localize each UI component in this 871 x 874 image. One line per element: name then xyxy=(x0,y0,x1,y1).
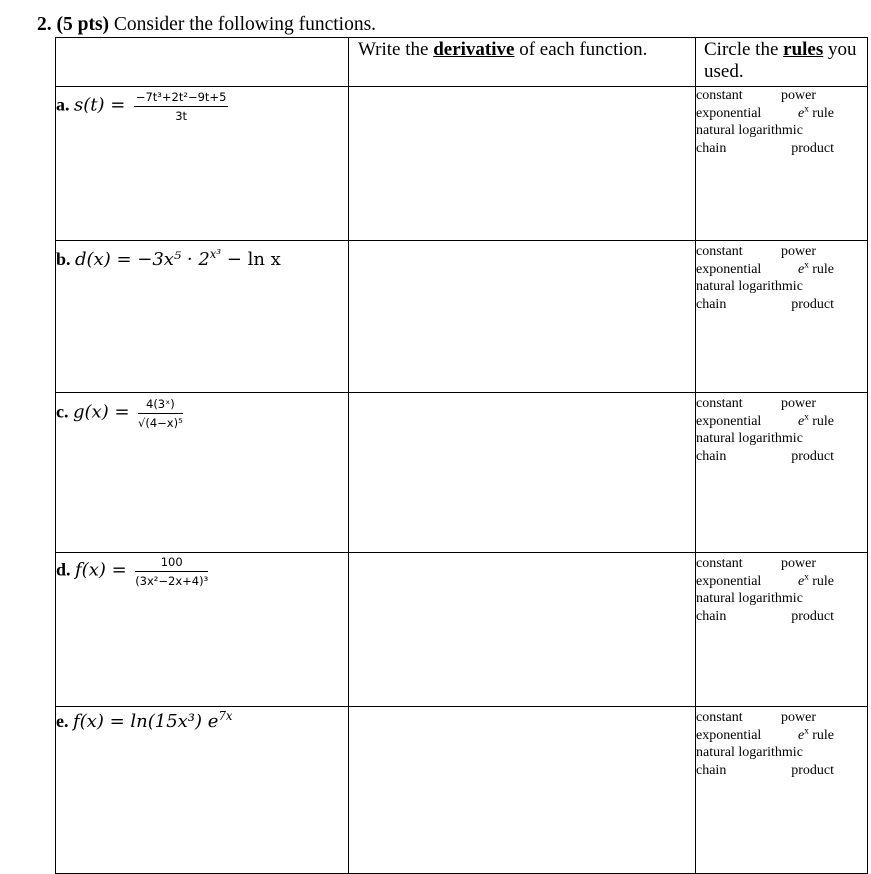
rule-constant[interactable]: constant xyxy=(696,710,743,725)
rule-power[interactable]: power xyxy=(781,88,816,103)
rules-cell xyxy=(696,553,868,707)
problem-label: d. xyxy=(56,559,71,580)
ex-sup: x xyxy=(804,258,809,269)
ex-sup: x xyxy=(804,410,809,421)
rule-exponential[interactable]: exponential xyxy=(696,573,762,589)
rule-exponential[interactable]: exponential xyxy=(696,105,762,121)
problem-row-d xyxy=(56,553,868,707)
ex-rule-label: rule xyxy=(808,105,834,121)
rule-ex[interactable] xyxy=(797,102,834,123)
question-title xyxy=(37,13,376,37)
rule-natural-log[interactable]: natural logarithmic xyxy=(696,123,803,138)
function-cell xyxy=(56,553,349,707)
ex-base: e xyxy=(797,261,805,277)
rule-chain[interactable]: chain xyxy=(696,448,727,464)
denominator: √(4−x)⁵ xyxy=(138,416,183,430)
ex-rule-label: rule xyxy=(808,413,834,429)
ex-rule-label: rule xyxy=(808,573,834,589)
function-lhs: f(x) = ln(15x³) e xyxy=(73,711,219,732)
function-cell xyxy=(56,241,349,393)
rule-constant[interactable]: constant xyxy=(696,396,743,411)
question-points: (5 pts) xyxy=(56,14,110,35)
rule-natural-log[interactable]: natural logarithmic xyxy=(696,279,803,294)
rule-chain[interactable]: chain xyxy=(696,762,727,778)
function-tail: − ln x xyxy=(221,249,281,270)
header-text: of each function. xyxy=(514,39,648,60)
exponent: x³ xyxy=(209,247,222,261)
problem-row-a xyxy=(56,87,868,241)
problem-label: c. xyxy=(56,401,69,422)
ex-base: e xyxy=(797,413,805,429)
rule-ex[interactable] xyxy=(797,410,834,431)
rules-cell xyxy=(696,707,868,874)
rule-natural-log[interactable]: natural logarithmic xyxy=(696,431,803,446)
header-text: you used. xyxy=(704,39,857,82)
ex-base: e xyxy=(797,105,805,121)
rule-constant[interactable]: constant xyxy=(696,244,743,259)
question-number: 2. xyxy=(37,14,52,35)
rule-chain[interactable]: chain xyxy=(696,608,727,624)
rule-exponential[interactable]: exponential xyxy=(696,261,762,277)
header-text: Circle the xyxy=(704,39,784,60)
rule-power[interactable]: power xyxy=(781,396,816,411)
ex-rule-label: rule xyxy=(808,727,834,743)
problem-row-b xyxy=(56,241,868,393)
function-lhs: g(x) = xyxy=(73,401,130,423)
ex-base: e xyxy=(797,727,805,743)
numerator: −7t³+2t²−9t+5 xyxy=(134,90,229,107)
rule-constant[interactable]: constant xyxy=(696,556,743,571)
rule-product[interactable]: product xyxy=(791,762,834,778)
rules-cell xyxy=(696,393,868,553)
rule-exponential[interactable]: exponential xyxy=(696,727,762,743)
problem-label: a. xyxy=(56,94,70,115)
problem-label: e. xyxy=(56,711,69,731)
worksheet-table xyxy=(55,37,868,874)
rules-cell xyxy=(696,241,868,393)
numerator: 100 xyxy=(135,555,208,572)
rule-product[interactable]: product xyxy=(791,448,834,464)
answer-cell[interactable] xyxy=(349,393,696,553)
rule-ex[interactable] xyxy=(797,570,834,591)
rule-ex[interactable] xyxy=(797,258,834,279)
answer-cell[interactable] xyxy=(349,707,696,874)
rule-power[interactable]: power xyxy=(781,556,816,571)
ex-rule-label: rule xyxy=(808,261,834,277)
rule-natural-log[interactable]: natural logarithmic xyxy=(696,745,803,760)
rule-power[interactable]: power xyxy=(781,244,816,259)
fraction xyxy=(134,90,229,123)
rule-exponential[interactable]: exponential xyxy=(696,413,762,429)
question-prompt: Consider the following functions. xyxy=(113,14,377,35)
function-cell xyxy=(56,707,349,874)
header-text: Write the xyxy=(358,39,434,60)
fraction xyxy=(135,555,208,588)
function-cell xyxy=(56,393,349,553)
rule-chain[interactable]: chain xyxy=(696,140,727,156)
function-lhs: f(x) = xyxy=(75,559,127,581)
rule-product[interactable]: product xyxy=(791,140,834,156)
denominator: 3t xyxy=(175,109,188,123)
problem-row-e xyxy=(56,707,868,874)
numerator: 4(3ˣ) xyxy=(138,397,183,414)
rule-natural-log[interactable]: natural logarithmic xyxy=(696,591,803,606)
function-lhs: d(x) = −3x⁵ · 2 xyxy=(75,249,210,270)
answer-cell[interactable] xyxy=(349,87,696,241)
function-lhs: s(t) = xyxy=(74,94,126,116)
problem-label: b. xyxy=(56,249,71,269)
header-derivative-cell xyxy=(349,38,696,87)
header-rules-cell xyxy=(696,38,868,87)
header-emphasis: derivative xyxy=(433,39,515,60)
header-function-cell xyxy=(56,38,349,87)
denominator: (3x²−2x+4)³ xyxy=(135,574,209,588)
rule-chain[interactable]: chain xyxy=(696,296,727,312)
rule-constant[interactable]: constant xyxy=(696,88,743,103)
rule-ex[interactable] xyxy=(797,724,834,745)
rule-product[interactable]: product xyxy=(791,296,834,312)
ex-sup: x xyxy=(804,102,809,113)
rule-power[interactable]: power xyxy=(781,710,816,725)
function-cell xyxy=(56,87,349,241)
fraction xyxy=(138,397,183,430)
header-row xyxy=(56,38,868,87)
ex-sup: x xyxy=(804,724,809,735)
exponent: 7x xyxy=(218,709,233,723)
problem-row-c xyxy=(56,393,868,553)
ex-sup: x xyxy=(804,570,809,581)
rule-product[interactable]: product xyxy=(791,608,834,624)
answer-cell[interactable] xyxy=(349,553,696,707)
rules-cell xyxy=(696,87,868,241)
ex-base: e xyxy=(797,573,805,589)
answer-cell[interactable] xyxy=(349,241,696,393)
header-emphasis: rules xyxy=(783,39,824,60)
